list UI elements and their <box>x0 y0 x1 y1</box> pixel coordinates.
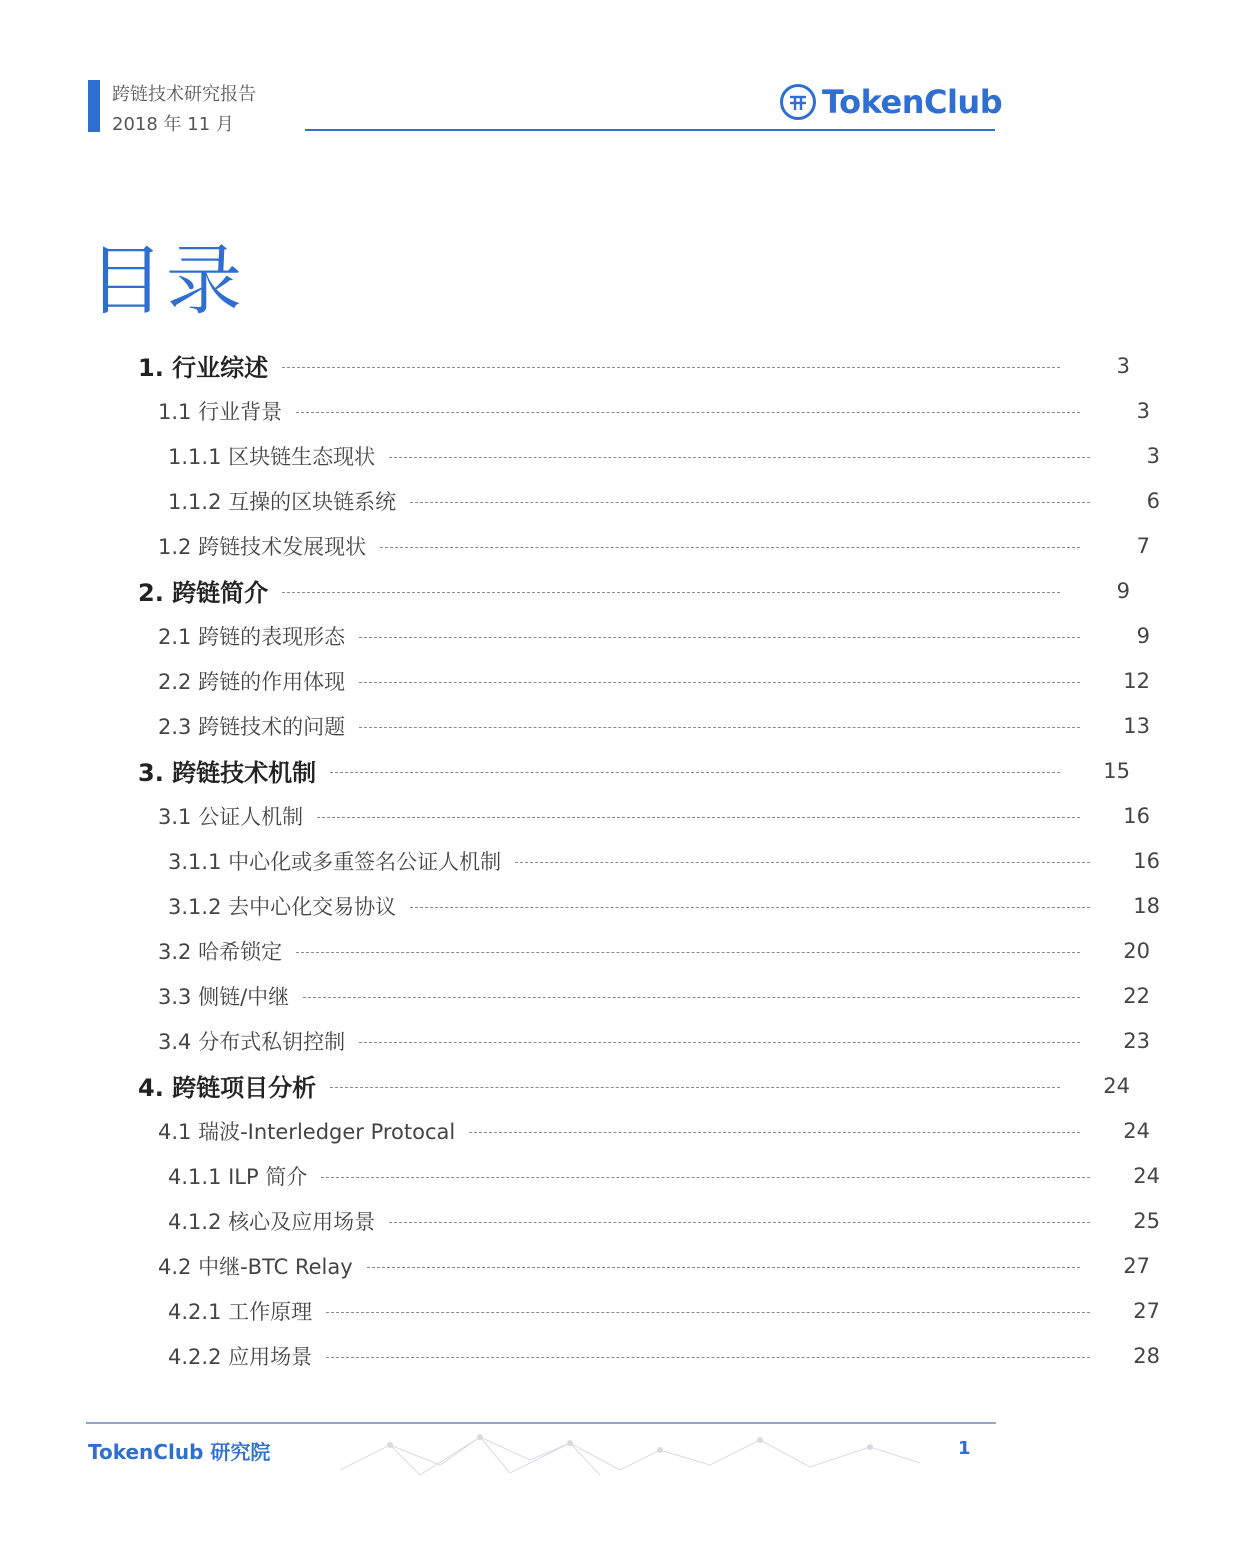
toc-entry[interactable] <box>0 793 1238 838</box>
toc-leader <box>330 1087 1060 1088</box>
tokenclub-logo-icon <box>780 84 816 120</box>
report-date: 2018 年 11 月 <box>112 114 234 135</box>
toc-entry[interactable] <box>0 433 1248 478</box>
toc-entry[interactable] <box>0 343 1218 388</box>
toc-entry[interactable] <box>0 613 1238 658</box>
toc-entry[interactable] <box>0 973 1238 1018</box>
toc-entry-page: 28 <box>1133 1343 1160 1368</box>
toc-entry-label: 3.1.1 中心化或多重签名公证人机制 <box>168 849 502 874</box>
toc-entry-label: 4.2.1 工作原理 <box>168 1299 313 1324</box>
toc-entry[interactable] <box>0 478 1248 523</box>
footer-brand: TokenClub 研究院 <box>88 1440 271 1464</box>
toc-leader <box>330 772 1060 773</box>
toc-entry[interactable] <box>0 1333 1248 1378</box>
toc-entry-page: 23 <box>1123 1028 1150 1053</box>
toc-leader <box>359 637 1080 638</box>
toc-entry[interactable] <box>0 883 1248 928</box>
toc-entry-label: 1.1.1 区块链生态现状 <box>168 444 376 469</box>
toc-entry[interactable] <box>0 1288 1248 1333</box>
toc-entry-page: 24 <box>1103 1073 1130 1098</box>
toc-leader <box>389 1222 1090 1223</box>
toc-entry-label: 3.4 分布式私钥控制 <box>158 1029 346 1054</box>
toc-entry-label: 4.1.2 核心及应用场景 <box>168 1209 376 1234</box>
toc-leader <box>303 997 1080 998</box>
toc-entry-label: 2. 跨链简介 <box>138 579 269 607</box>
toc-entry-label: 3.2 哈希锁定 <box>158 939 283 964</box>
toc-leader <box>380 547 1080 548</box>
toc-entry[interactable] <box>0 1153 1248 1198</box>
toc-leader <box>317 817 1080 818</box>
toc-leader <box>296 412 1080 413</box>
toc-entry-page: 20 <box>1123 938 1150 963</box>
toc-entry-label: 4.1.1 ILP 简介 <box>168 1164 308 1189</box>
toc-entry-label: 2.3 跨链技术的问题 <box>158 714 346 739</box>
page-number: 1 <box>958 1438 971 1459</box>
toc-entry-label: 4. 跨链项目分析 <box>138 1074 317 1102</box>
toc-leader <box>469 1132 1080 1133</box>
toc-leader <box>410 907 1090 908</box>
toc-entry[interactable] <box>0 703 1238 748</box>
toc-entry-label: 4.2.2 应用场景 <box>168 1344 313 1369</box>
toc-leader <box>389 457 1090 458</box>
toc-entry-page: 12 <box>1123 668 1150 693</box>
toc-entry-page: 24 <box>1123 1118 1150 1143</box>
toc-heading: 目录 <box>88 236 244 325</box>
toc-entry-label: 1. 行业综述 <box>138 354 269 382</box>
toc-entry-page: 15 <box>1103 758 1130 783</box>
toc-entry[interactable] <box>0 838 1248 883</box>
toc-entry[interactable] <box>0 748 1218 793</box>
toc-leader <box>321 1177 1090 1178</box>
toc-leader <box>326 1312 1090 1313</box>
toc-entry[interactable] <box>0 523 1238 568</box>
toc-entry[interactable] <box>0 1063 1218 1108</box>
toc-entry-page: 9 <box>1116 578 1130 603</box>
tokenclub-logo <box>780 80 1002 124</box>
toc-entry[interactable] <box>0 568 1218 613</box>
toc-entry-page: 6 <box>1146 488 1160 513</box>
header-accent-bar <box>88 80 100 132</box>
toc-entry[interactable] <box>0 928 1238 973</box>
toc-entry-label: 1.2 跨链技术发展现状 <box>158 534 367 559</box>
toc-entry-page: 25 <box>1133 1208 1160 1233</box>
toc-entry-page: 13 <box>1123 713 1150 738</box>
toc-entry-page: 22 <box>1123 983 1150 1008</box>
toc-leader <box>282 592 1060 593</box>
toc-entry-label: 4.1 瑞波-Interledger Protocal <box>158 1119 456 1144</box>
toc-entry-page: 3 <box>1136 398 1150 423</box>
toc-entry[interactable] <box>0 1198 1248 1243</box>
toc-entry-label: 4.2 中继-BTC Relay <box>158 1254 353 1279</box>
toc-entry-page: 3 <box>1146 443 1160 468</box>
toc-entry-page: 16 <box>1133 848 1160 873</box>
toc-entry[interactable] <box>0 1243 1238 1288</box>
toc-entry[interactable] <box>0 1108 1238 1153</box>
toc-entry[interactable] <box>0 388 1238 433</box>
toc-entry-page: 7 <box>1136 533 1150 558</box>
toc-leader <box>296 952 1080 953</box>
toc-leader <box>359 727 1080 728</box>
toc-leader <box>326 1357 1090 1358</box>
toc-leader <box>515 862 1090 863</box>
header-divider <box>305 129 995 131</box>
toc-leader <box>367 1267 1080 1268</box>
toc-entry-label: 2.1 跨链的表现形态 <box>158 624 346 649</box>
report-title: 跨链技术研究报告 <box>112 84 256 105</box>
toc-entry-label: 1.1.2 互操的区块链系统 <box>168 489 397 514</box>
toc-entry-page: 27 <box>1133 1298 1160 1323</box>
toc-leader <box>282 367 1060 368</box>
toc-entry-label: 3.1 公证人机制 <box>158 804 304 829</box>
toc-entry[interactable] <box>0 1018 1238 1063</box>
toc-entry-label: 2.2 跨链的作用体现 <box>158 669 346 694</box>
toc-entry-page: 16 <box>1123 803 1150 828</box>
toc-entry-label: 3.1.2 去中心化交易协议 <box>168 894 397 919</box>
logo-text: TokenClub <box>822 83 1003 121</box>
footer-divider <box>86 1422 996 1424</box>
toc-entry-label: 3. 跨链技术机制 <box>138 759 317 787</box>
toc-entry-page: 18 <box>1133 893 1160 918</box>
toc-entry-page: 3 <box>1116 353 1130 378</box>
toc-leader <box>410 502 1090 503</box>
network-decoration-icon <box>330 1425 930 1480</box>
toc-entry-page: 24 <box>1133 1163 1160 1188</box>
toc-entry-label: 1.1 行业背景 <box>158 399 283 424</box>
toc-entry-label: 3.3 侧链/中继 <box>158 984 290 1009</box>
toc-leader <box>359 682 1080 683</box>
toc-entry-page: 9 <box>1136 623 1150 648</box>
toc-leader <box>359 1042 1080 1043</box>
toc-entry-page: 27 <box>1123 1253 1150 1278</box>
toc-entry[interactable] <box>0 658 1238 703</box>
